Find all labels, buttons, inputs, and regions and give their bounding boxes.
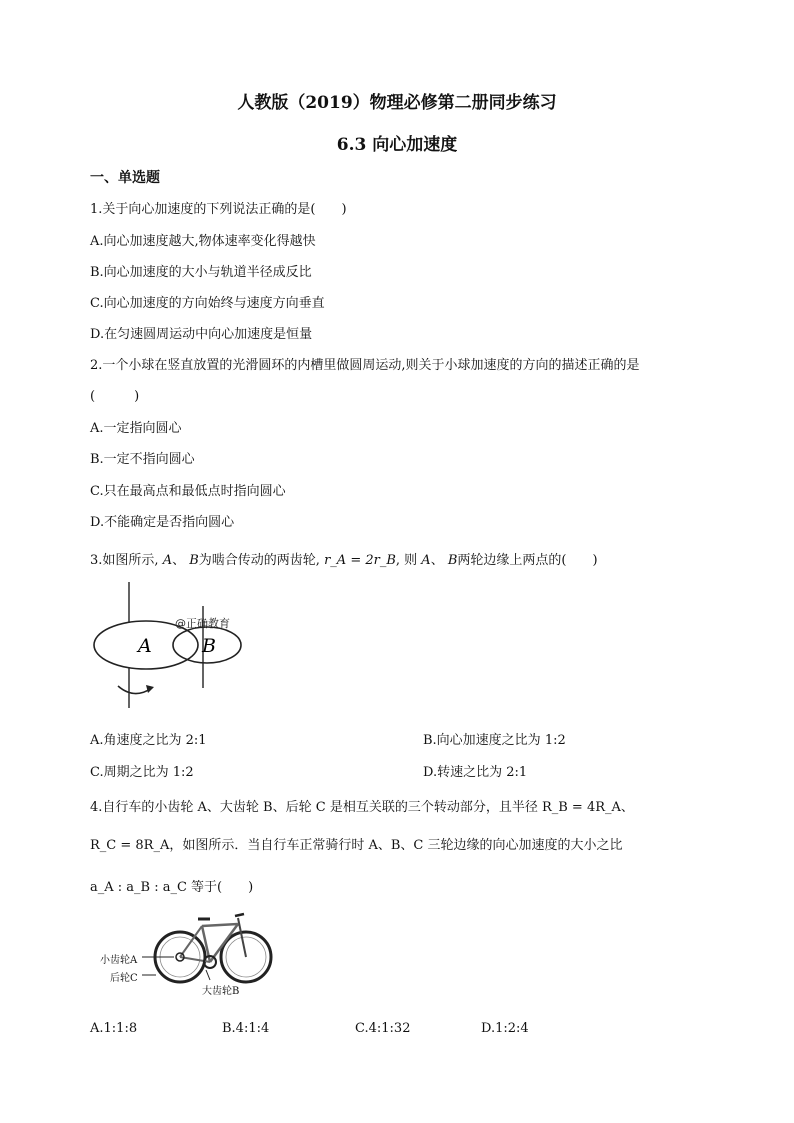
q3-stem-part-b: 为啮合传动的两齿轮,	[198, 553, 320, 568]
watermark-text: @正确教育	[175, 617, 230, 630]
q3-option-c: C.周期之比为 1:2	[90, 765, 194, 780]
q3-sep: 、	[172, 553, 186, 568]
q1-option-b: B.向心加速度的大小与轨道半径成反比	[90, 265, 312, 280]
q3-option-a: A.角速度之比为 2:1	[90, 733, 207, 748]
q1-stem: 1.关于向心加速度的下列说法正确的是( )	[90, 202, 347, 217]
document-subtitle: 6.3 向心加速度	[336, 135, 458, 155]
q2-option-d: D.不能确定是否指向圆心	[90, 515, 235, 530]
q3-stem	[90, 549, 598, 568]
bicycle-label-rear-wheel: 后轮C	[110, 973, 138, 984]
section-heading: 一、单选题	[90, 170, 160, 186]
q2-option-a: A.一定指向圆心	[90, 421, 182, 436]
q3-var-b-2: B	[447, 553, 458, 568]
q4-option-a: A.1:1:8	[90, 1021, 138, 1036]
q4-option-c: C.4:1:32	[355, 1021, 411, 1036]
bicycle-label-big-gear: 大齿轮B	[202, 986, 240, 997]
q3-option-d: D.转速之比为 2:1	[423, 765, 528, 780]
q3-stem-part-d: 两轮边缘上两点的( )	[457, 553, 598, 568]
q3-var-a: A	[162, 553, 173, 568]
q4-stem-line2: R_C = 8R_A，如图所示．当自行车正常骑行时 A、B、C 三轮边缘的向心加速度的大小之比	[90, 838, 623, 853]
q2-stem: 2.一个小球在竖直放置的光滑圆环的内槽里做圆周运动,则关于小球加速度的方向的描述正确的是	[90, 358, 640, 373]
q1-option-a: A.向心加速度越大,物体速率变化得越快	[90, 234, 316, 249]
q3-option-b: B.向心加速度之比为 1:2	[423, 733, 566, 748]
q4-stem-line1: 4.自行车的小齿轮 A、大齿轮 B、后轮 C 是相互关联的三个转动部分，且半径 R_B = 4R_A、	[90, 800, 634, 815]
q2-stem-bracket: ( )	[90, 389, 140, 404]
q4-option-b: B.4:1:4	[222, 1021, 270, 1036]
gear-a-label: A	[138, 635, 152, 657]
gear-b-label: B	[202, 635, 216, 657]
gear-diagram	[88, 578, 258, 718]
document-title: 人教版（2019）物理必修第二册同步练习	[237, 93, 557, 113]
q3-var-b: B	[189, 553, 199, 568]
q3-stem-part-a: 3.如图所示,	[90, 553, 159, 568]
q1-option-d: D.在匀速圆周运动中向心加速度是恒量	[90, 327, 313, 342]
q2-option-c: C.只在最高点和最低点时指向圆心	[90, 484, 286, 499]
q3-stem-part-c: , 则	[395, 553, 418, 568]
q3-sep-2: 、	[430, 553, 444, 568]
q2-option-b: B.一定不指向圆心	[90, 452, 195, 467]
bicycle-label-small-gear: 小齿轮A	[100, 955, 138, 966]
q1-option-c: C.向心加速度的方向始终与速度方向垂直	[90, 296, 325, 311]
q3-var-a-2: A	[421, 553, 431, 568]
q4-stem-line3: a_A : a_B : a_C 等于( )	[90, 880, 254, 895]
q4-option-d: D.1:2:4	[481, 1021, 529, 1036]
q3-formula: r_A = 2r_B	[324, 553, 396, 568]
